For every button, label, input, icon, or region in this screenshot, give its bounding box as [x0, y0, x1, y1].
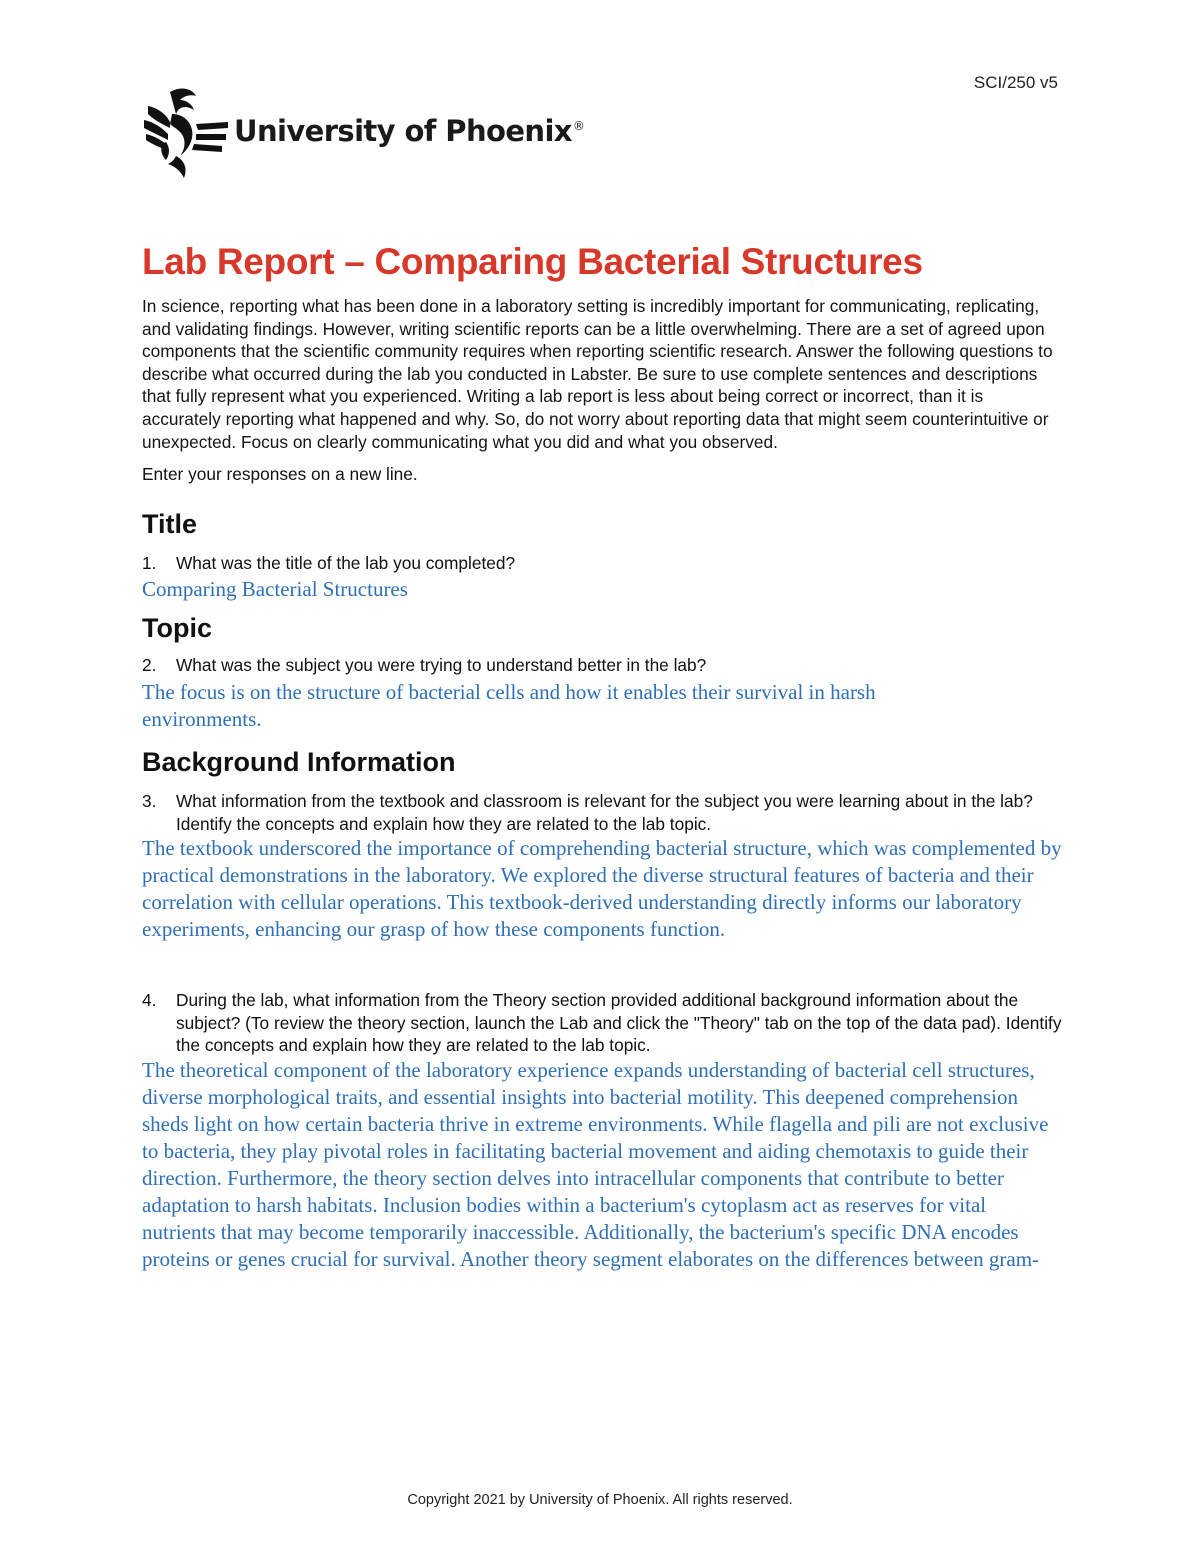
- question-number: 3.: [142, 790, 157, 811]
- section-heading-background: Background Information: [142, 746, 456, 777]
- logo-wordmark: University of Phoenix®: [234, 114, 585, 148]
- question-number: 1.: [142, 552, 157, 573]
- answer-4: The theoretical component of the laboratory experience expands understanding of bacterial cell structures, diverse morphological traits, and essential insights into bacterial motility. This deepened comprehension sheds light on how certain bacteria thrive in extreme environments. While flagella and pili are not exclusive to bacteria, they play pivotal roles in facilitating bacterial movement and aiding chemotaxis to guide their direction. Furthermore, the theory section delves into intracellular components that contribute to better adaptation to harsh habitats. Inclusion bodies within a bacterium's cytoplasm act as reserves for vital nutrients that may become temporarily inaccessible. Additionally, the bacterium's specific DNA encodes proteins or genes crucial for survival. Another theory segment elaborates on the differences between gram-: [142, 1057, 1049, 1271]
- question-number: 4.: [142, 990, 157, 1011]
- answer-3: The textbook underscored the importance of comprehending bacterial structure, which was complemented by practical demonstrations in the laboratory. We explored the diverse structural features of bacteria and their correlation with cellular operations. This textbook-derived understanding directly informs our laboratory experiments, enhancing our grasp of how these components function.: [142, 836, 1062, 942]
- question-text: What information from the textbook and classroom is relevant for the subject you were learning about in the lab? Identify the concepts and explain how they are related to the lab topic.: [176, 790, 1033, 834]
- section-heading-topic: Topic: [142, 613, 212, 644]
- question-3: [142, 790, 1062, 835]
- instruction-text: Enter your responses on a new line.: [142, 464, 418, 485]
- copyright-footer: Copyright 2021 by University of Phoenix. All rights reserved.: [407, 1492, 793, 1508]
- university-logo: [140, 84, 585, 180]
- section-heading-title: Title: [142, 508, 198, 539]
- intro-paragraph: In science, reporting what has been done in a laboratory setting is incredibly important for communicating, replicating, and validating findings. However, writing scientific reports can be a little overwhelming. There are a set of agreed upon components that the scientific community requires when reporting scientific research. Answer the following questions to describe what occurred during the lab you conducted in Labster. Be sure to use complete sentences and descriptions that fully represent what you experienced. Writing a lab report is less about being correct or incorrect, than it is accurately reporting what happened and why. So, do not worry about reporting data that might seem counterintuitive or unexpected. Focus on clearly communicating what you did and what you observed.: [142, 296, 1053, 452]
- question-number: 2.: [142, 655, 157, 676]
- question-4: [142, 989, 1062, 1057]
- question-text: What was the title of the lab you completed?: [176, 552, 516, 573]
- answer-1: Comparing Bacterial Structures: [142, 577, 408, 602]
- answer-2: The focus is on the structure of bacterial cells and how it enables their survival in harsh environments.: [142, 679, 876, 731]
- page-title: Lab Report – Comparing Bacterial Structures: [142, 241, 923, 282]
- question-2: [142, 654, 1062, 677]
- course-code: SCI/250 v5: [973, 73, 1058, 92]
- question-1: [142, 552, 1062, 575]
- document-body: [142, 238, 1062, 1273]
- question-text: What was the subject you were trying to understand better in the lab?: [176, 655, 707, 676]
- phoenix-bird-icon: [140, 84, 230, 180]
- question-text: During the lab, what information from the Theory section provided additional background information about the subject? (To review the theory section, launch the Lab and click the "Theory" tab on the top of the data pad). Identify the concepts and explain how they are related to the lab topic.: [176, 990, 1062, 1056]
